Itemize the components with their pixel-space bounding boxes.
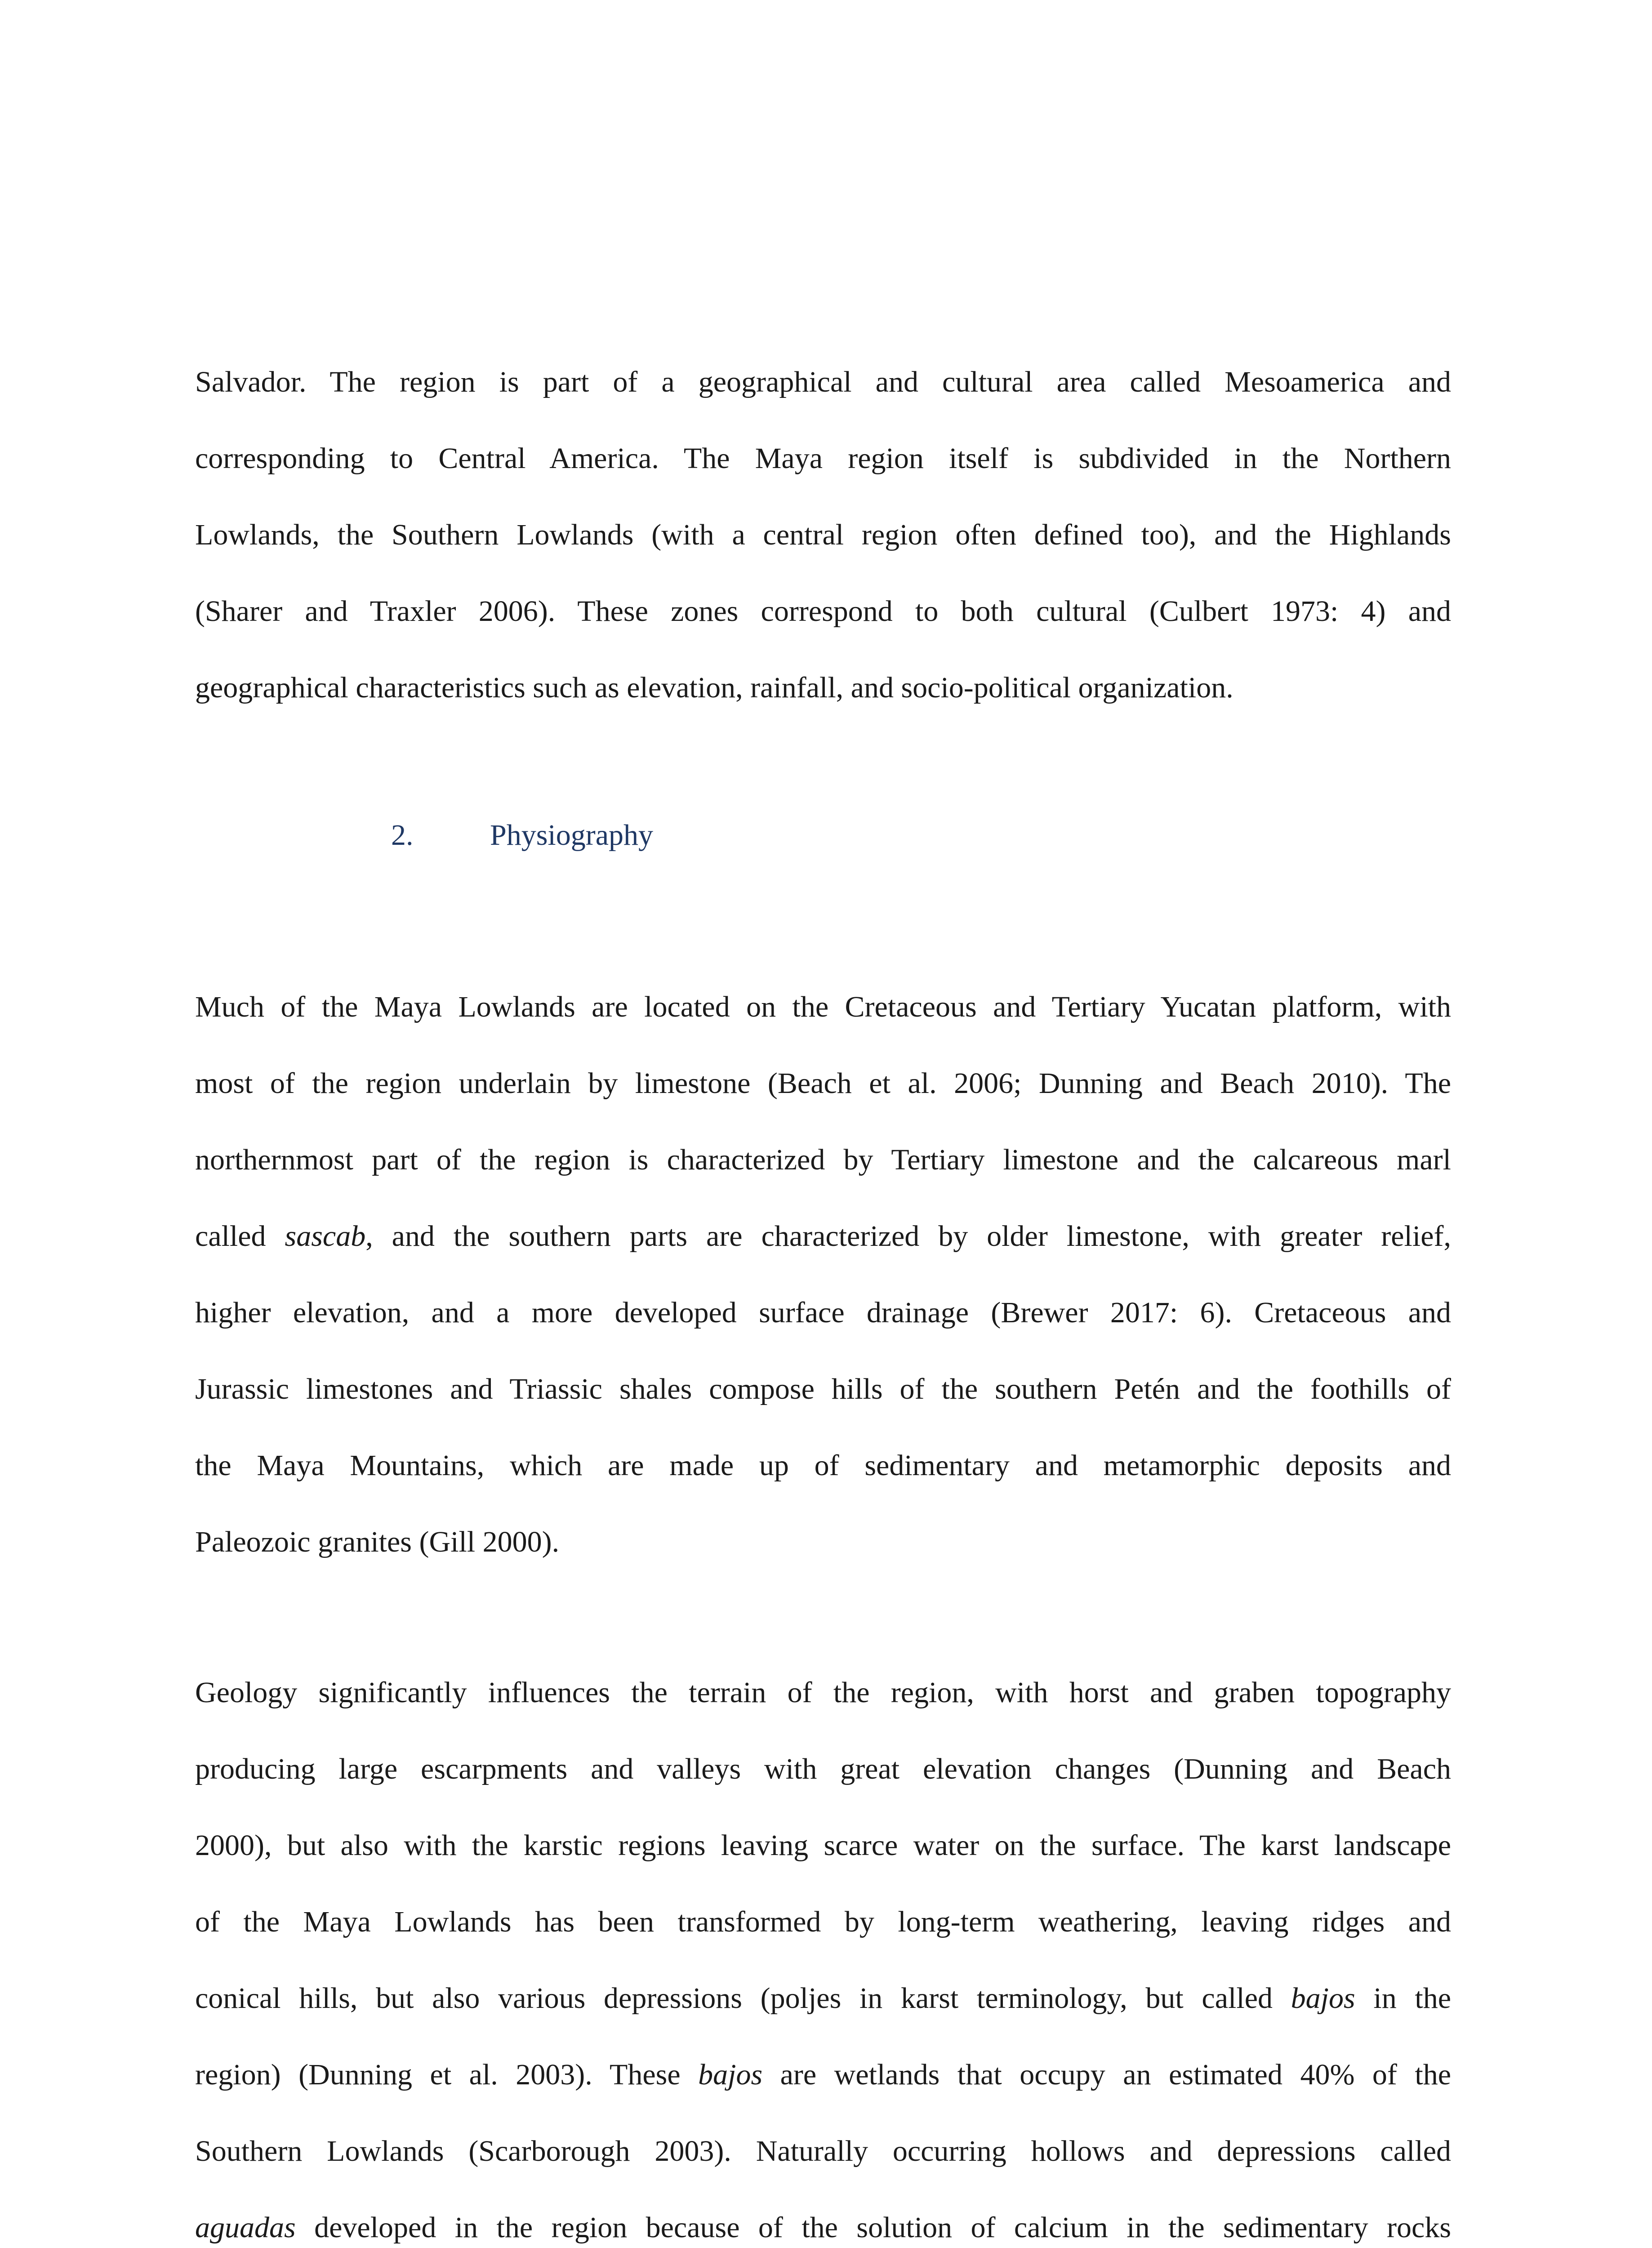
- paragraph-line: Lowlands, the Southern Lowlands (with a central region often defined too), and the Highlands: [195, 518, 1451, 551]
- italic-term: bajos: [698, 2058, 763, 2091]
- text-run: developed in the region because of the solution of calcium in the sedimentary rocks: [295, 2211, 1451, 2244]
- paragraph-line: higher elevation, and a more developed surface drainage (Brewer 2017: 6). Cretaceous and: [195, 1296, 1451, 1329]
- text-run: are wetlands that occupy an estimated 40% of the: [762, 2058, 1452, 2091]
- paragraph-line: [195, 2190, 1451, 2248]
- section-number: 2.: [391, 819, 414, 852]
- italic-term: bajos: [1291, 1982, 1355, 2015]
- paragraph-line: (Sharer and Traxler 2006). These zones correspond to both cultural (Culbert 1973: 4) and: [195, 595, 1451, 628]
- italic-term: sascab: [285, 1220, 366, 1253]
- text-run: called: [195, 1220, 285, 1253]
- paragraph-2: [195, 969, 1451, 1580]
- paragraph-line: Much of the Maya Lowlands are located on the Cretaceous and Tertiary Yucatan platform, with: [195, 990, 1451, 1023]
- paragraph-line: corresponding to Central America. The Maya region itself is subdivided in the Northern: [195, 442, 1451, 475]
- paragraph-line: Geology significantly influences the terrain of the region, with horst and graben topography: [195, 1676, 1451, 1709]
- text-run: , and the southern parts are characterized by older limestone, with greater relief,: [365, 1220, 1451, 1253]
- paragraph-line: [195, 1198, 1451, 1275]
- paragraph-line: [195, 1960, 1451, 2037]
- italic-term: aguadas: [195, 2211, 296, 2244]
- paragraph-line: the Maya Mountains, which are made up of sedimentary and metamorphic deposits and: [195, 1449, 1451, 1482]
- paragraph-line: Southern Lowlands (Scarborough 2003). Naturally occurring hollows and depressions called: [195, 2135, 1451, 2168]
- paragraph-line: Jurassic limestones and Triassic shales compose hills of the southern Petén and the foothills of: [195, 1373, 1451, 1405]
- paragraph-line: producing large escarpments and valleys with great elevation changes (Dunning and Beach: [195, 1753, 1451, 1785]
- paragraph-3: [195, 1655, 1451, 2248]
- text-run: in the: [1355, 1982, 1451, 2015]
- section-title: Physiography: [490, 819, 653, 852]
- paragraph-line: geographical characteristics such as elevation, rainfall, and socio-political organization.: [195, 671, 1233, 704]
- paragraph-line: [195, 2037, 1451, 2113]
- paragraph-1: [195, 344, 1451, 726]
- paragraph-line: Salvador. The region is part of a geographical and cultural area called Mesoamerica and: [195, 366, 1451, 398]
- text-run: region) (Dunning et al. 2003). These: [195, 2058, 699, 2091]
- paragraph-line: northernmost part of the region is characterized by Tertiary limestone and the calcareous marl: [195, 1143, 1451, 1176]
- paragraph-line: 2000), but also with the karstic regions leaving scarce water on the surface. The karst landscape: [195, 1829, 1451, 1862]
- paragraph-line: most of the region underlain by limestone (Beach et al. 2006; Dunning and Beach 2010). The: [195, 1067, 1451, 1100]
- text-run: conical hills, but also various depressions (poljes in karst terminology, but called: [195, 1982, 1291, 2015]
- paragraph-line: Paleozoic granites (Gill 2000).: [195, 1525, 560, 1558]
- paragraph-line: of the Maya Lowlands has been transformed by long-term weathering, leaving ridges and: [195, 1905, 1451, 1938]
